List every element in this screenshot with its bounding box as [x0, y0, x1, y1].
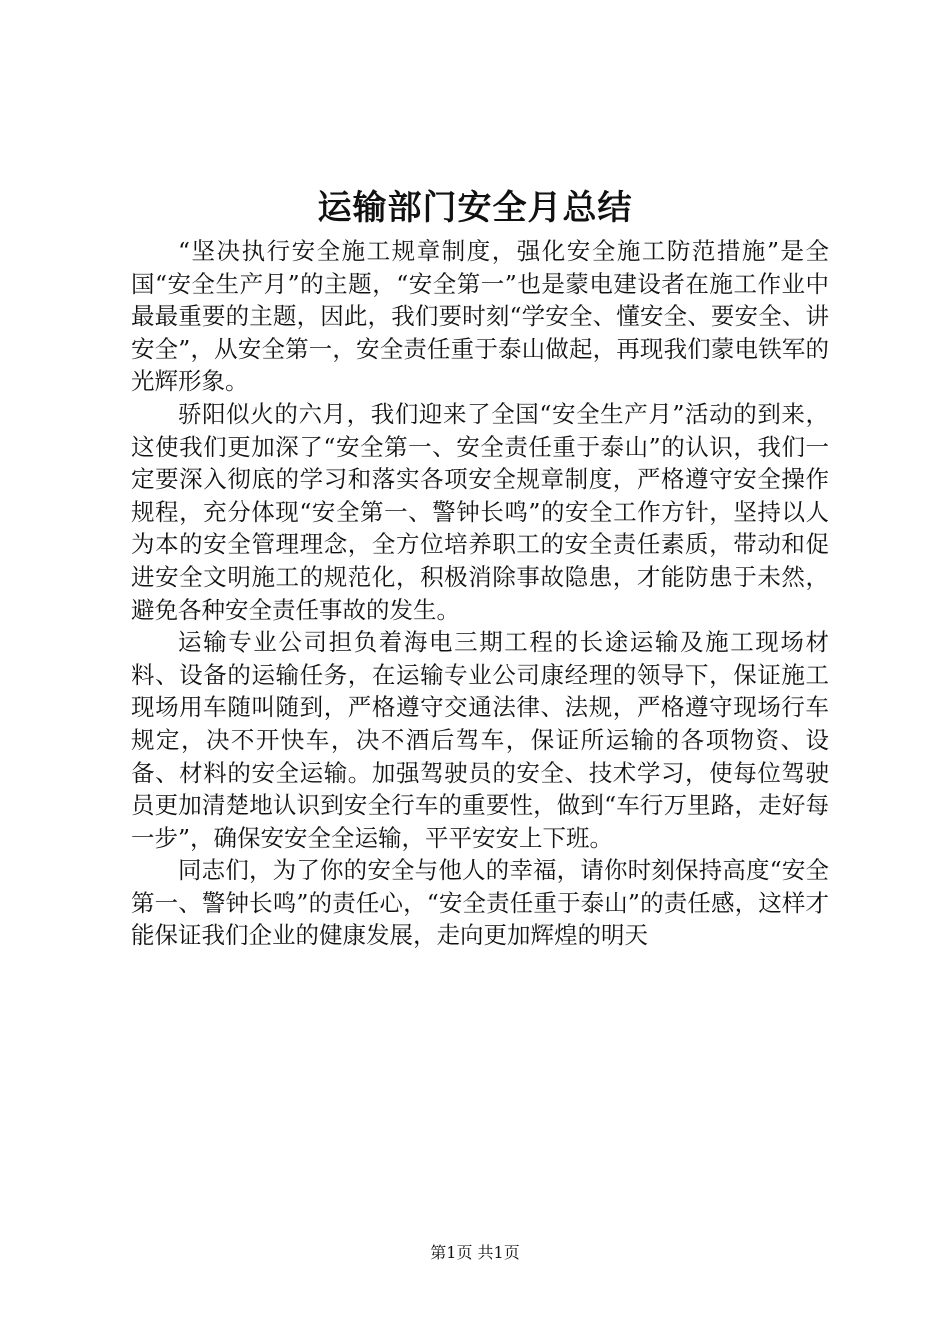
document-body	[131, 235, 829, 952]
paragraph-1: “坚决执行安全施工规章制度，强化安全施工防范措施”是全国“安全生产月”的主题，“安全第一”也是蒙电建设者在施工作业中最最重要的主题，因此，我们要时刻“学安全、懂安全、要安全、讲安全”，从安全第一，安全责任重于泰山做起，再现我们蒙电铁军的光辉形象。	[131, 237, 829, 396]
page-footer: 第1页 共1页	[430, 1243, 520, 1262]
paragraph-2: 骄阳似火的六月，我们迎来了全国“安全生产月”活动的到来，这使我们更加深了“安全第一、安全责任重于泰山”的认识，我们一定要深入彻底的学习和落实各项安全规章制度，严格遵守安全操作规程，充分体现“安全第一、警钟长鸣”的安全工作方针，坚持以人为本的安全管理理念，全方位培养职工的安全责任素质，带动和促进安全文明施工的规范化，积极消除事故隐患，才能防患于未然，避免各种安全责任事故的发生。	[131, 399, 829, 624]
paragraph-3: 运输专业公司担负着海电三期工程的长途运输及施工现场材料、设备的运输任务，在运输专业公司康经理的领导下，保证施工现场用车随叫随到，严格遵守交通法律、法规，严格遵守现场行车规定，决不开快车，决不酒后驾车，保证所运输的各项物资、设备、材料的安全运输。加强驾驶员的安全、技术学习，使每位驾驶员更加清楚地认识到安全行车的重要性，做到“车行万里路，走好每一步”，确保安安全全运输，平平安安上下班。	[131, 628, 829, 852]
paragraph-4: 同志们，为了你的安全与他人的幸福，请你时刻保持高度“安全第一、警钟长鸣”的责任心，“安全责任重于泰山”的责任感，这样才能保证我们企业的健康发展，走向更加辉煌的明天	[131, 856, 829, 950]
document-title: 运输部门安全月总结	[317, 188, 633, 228]
